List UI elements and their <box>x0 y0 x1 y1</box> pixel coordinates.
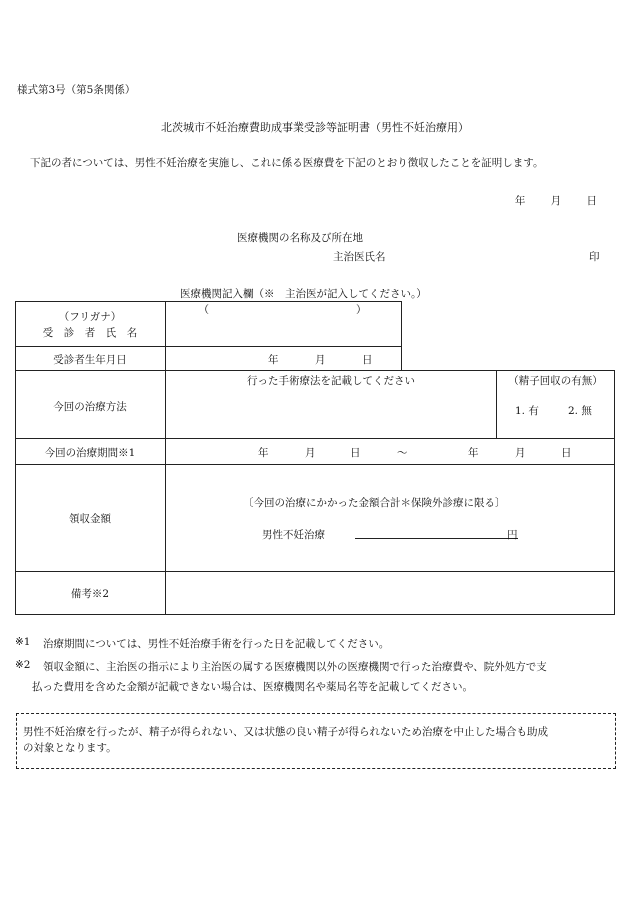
remarks-label: 備考※2 <box>70 588 110 600</box>
seal-mark: 印 <box>589 251 600 263</box>
intro-text: 下記の者については、男性不妊治療を実施し、これに係る医療費を下記のとおり徴収したことを証明します。 <box>30 157 544 169</box>
issue-day-label: 日 <box>586 195 597 207</box>
amount-item-label: 男性不妊治療 <box>262 529 325 541</box>
birthdate-label: 受診者生年月日 <box>53 354 127 366</box>
birthdate-day-label: 日 <box>362 354 373 366</box>
subsidy-remark-line1: 男性不妊治療を行ったが、精子が得られない、又は状態の良い精子が得られないため治療を中止した場合も助成 <box>23 726 548 738</box>
note-2-text-line1: 領収金額に、主治医の指示により主治医の属する医療機関以外の医療機関で行った治療費や、院外処方で支 <box>43 661 547 673</box>
furigana-label: （フリガナ） <box>58 311 122 323</box>
issue-year-label: 年 <box>514 195 526 207</box>
period-end-month: 月 <box>515 447 526 459</box>
sperm-yes-option[interactable]: 1. 有 <box>515 405 539 417</box>
patient-name-label: 受 診 者 氏 名 <box>42 327 138 339</box>
section-title: 医療機関記入欄（※ 主治医が記入してください。） <box>180 288 427 300</box>
amount-label: 領収金額 <box>69 513 111 525</box>
treatment-period-label: 今回の治療期間※1 <box>44 447 136 459</box>
amount-input[interactable] <box>355 538 518 539</box>
form-number: 様式第3号（第5条関係） <box>17 84 136 96</box>
period-start-day: 日 <box>350 447 361 459</box>
amount-unit: 円 <box>507 529 518 541</box>
sperm-retrieval-label: （精子回収の有無） <box>508 375 603 387</box>
treatment-method-label: 今回の治療方法 <box>53 401 127 413</box>
subsidy-remark-line2: の対象となります。 <box>23 742 117 754</box>
period-tilde: 〜 <box>397 447 408 459</box>
institution-label: 医療機関の名称及び所在地 <box>237 232 363 244</box>
sperm-no-option[interactable]: 2. 無 <box>568 405 592 417</box>
document-title: 北茨城市不妊治療費助成事業受診等証明書（男性不妊治療用） <box>161 121 469 134</box>
subsidy-remark-text <box>23 724 548 756</box>
furigana-input[interactable]: （ ） <box>198 304 367 316</box>
note-1-text: 治療期間については、男性不妊治療手術を行った日を記載してください。 <box>43 638 390 650</box>
period-end-day: 日 <box>561 447 572 459</box>
note-2-text-line2: 払った費用を含めた金額が記載できない場合は、医療機関名や薬局名等を記載してください。 <box>32 681 473 693</box>
period-end-year: 年 <box>468 447 479 459</box>
doctor-name-label: 主治医氏名 <box>333 251 386 263</box>
issue-date <box>493 193 597 208</box>
note-2-mark: ※2 <box>15 659 31 671</box>
treatment-method-input[interactable]: 行った手術療法を記載してください <box>247 375 415 387</box>
remarks-input[interactable] <box>166 572 614 614</box>
issue-month-label: 月 <box>550 195 562 207</box>
subsidy-remark-box <box>16 713 616 769</box>
birthdate-month-label: 月 <box>315 354 326 366</box>
period-start-month: 月 <box>305 447 316 459</box>
period-start-year: 年 <box>258 447 269 459</box>
note-1-mark: ※1 <box>15 636 31 648</box>
birthdate-year-label: 年 <box>268 354 279 366</box>
amount-note: 〔今回の治療にかかった金額合計＊保険外診療に限る〕 <box>243 497 506 509</box>
